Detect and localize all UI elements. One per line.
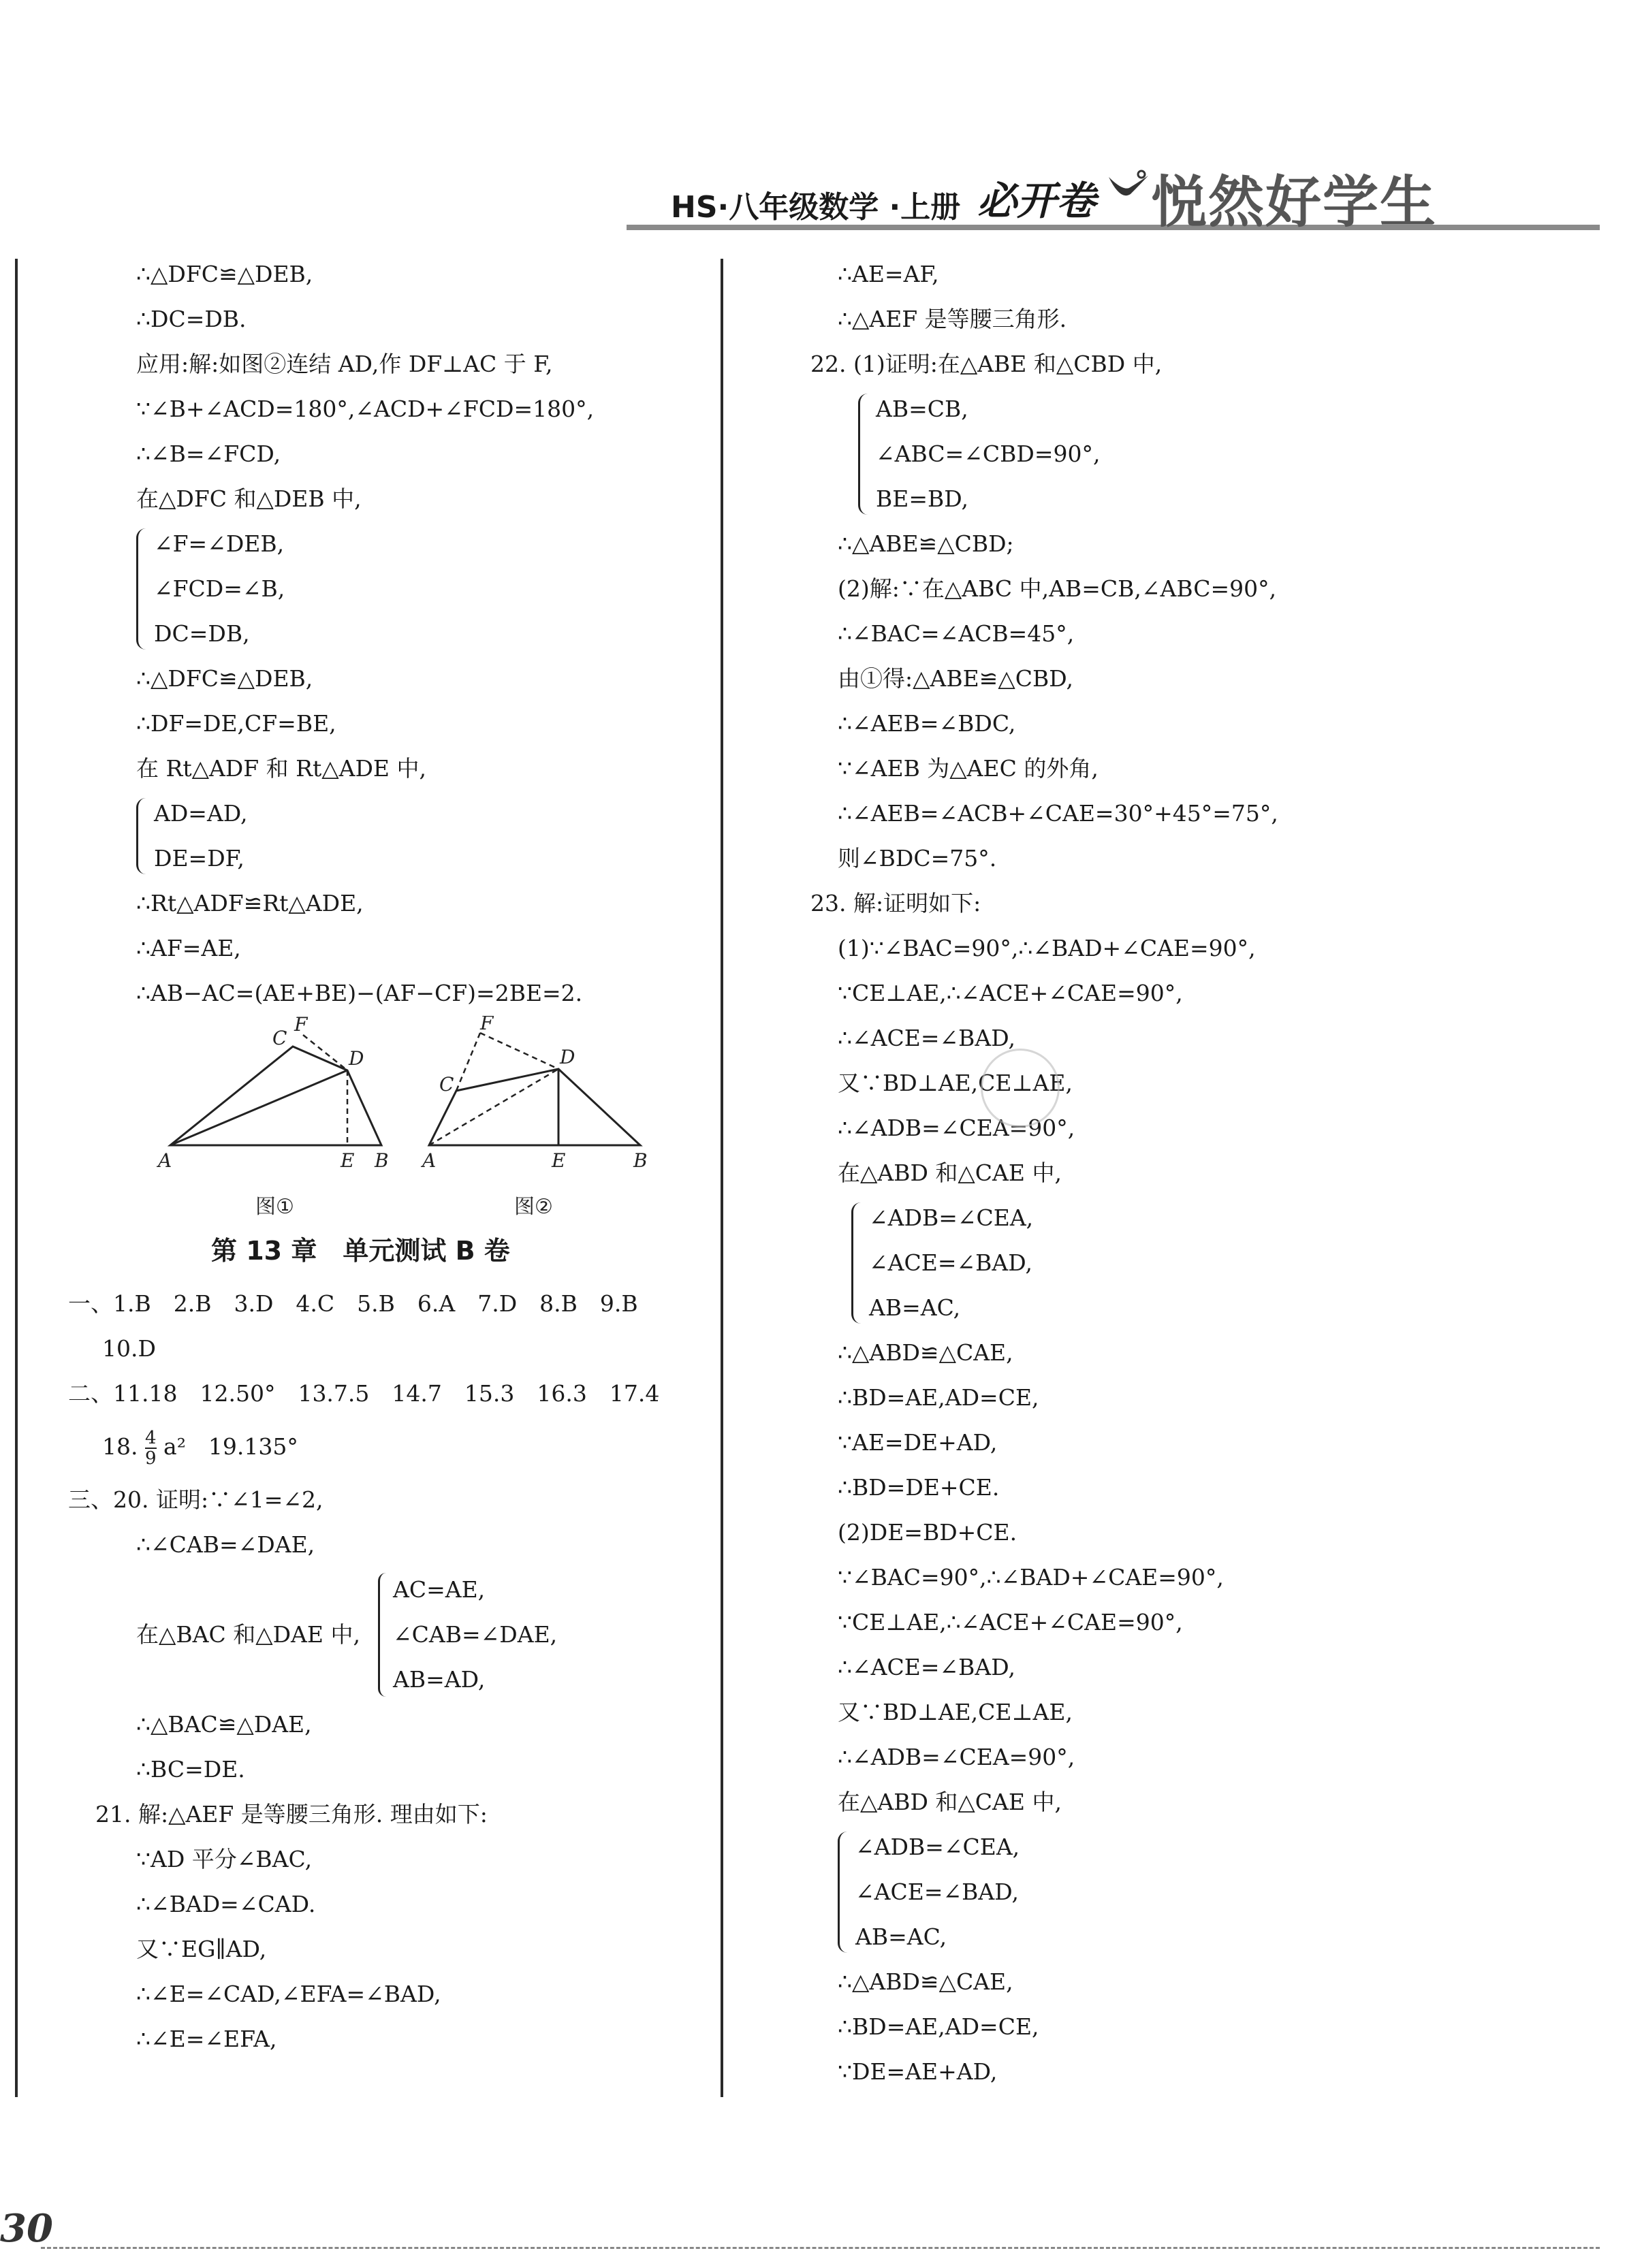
- text-line: ∴△DFC≌△DEB,: [136, 261, 313, 287]
- text-line: ∵∠BAC=90°,∴∠BAD+∠CAE=90°,: [838, 1564, 1224, 1591]
- figure-1: [156, 1016, 389, 1172]
- text-line: ∴BD=AE,AD=CE,: [838, 1384, 1039, 1411]
- header-brand: 悦然好学生: [1151, 170, 1438, 235]
- text-line: ∴∠BAD=∠CAD.: [136, 1891, 316, 1917]
- header-series: HS·八年级数学 ·上册: [671, 190, 961, 225]
- header-juan: 必开卷: [977, 178, 1096, 224]
- fig2-caption: 图②: [514, 1195, 553, 1219]
- section-title: 第 13 章 单元测试 B 卷: [211, 1236, 510, 1266]
- text-line: 三、20. 证明:∵∠1=∠2,: [68, 1486, 323, 1513]
- answer-suffix: a² 19.135°: [163, 1433, 298, 1460]
- brace-mark: [851, 1202, 866, 1324]
- text-line: 23. 解:证明如下:: [810, 890, 981, 916]
- text-line: ∴BD=DE+CE.: [838, 1474, 1000, 1501]
- brace-system: [838, 1825, 1594, 1960]
- text-line: ∴∠B=∠FCD,: [136, 441, 281, 467]
- brace-mark: [838, 1832, 852, 1953]
- fig2-label: F: [480, 1016, 494, 1034]
- answers-row: 二、11.18 12.50° 13.7.5 14.7 15.3 16.3 17.4: [68, 1380, 660, 1407]
- fig2-label: B: [633, 1149, 648, 1172]
- text-line: ∵∠AEB 为△AEC 的外角,: [838, 755, 1099, 782]
- figure-diagrams: [136, 1016, 708, 1220]
- column-divider: [721, 259, 723, 2097]
- text-line: ∵CE⊥AE,∴∠ACE+∠CAE=90°,: [838, 980, 1183, 1006]
- text-line: ∴∠E=∠EFA,: [136, 2026, 277, 2052]
- text-line: ∴BC=DE.: [136, 1756, 245, 1783]
- brace-line: ∠FCD=∠B,: [154, 575, 285, 602]
- fig2-label: A: [422, 1149, 437, 1172]
- fraction-denominator: 9: [144, 1448, 157, 1469]
- text-line: (2)解:∵在△ABC 中,AB=CB,∠ABC=90°,: [838, 575, 1277, 602]
- text-line: ∴△ABD≌△CAE,: [838, 1339, 1013, 1366]
- brace-line: DE=DF,: [154, 845, 244, 872]
- text-line: ∴△AEF 是等腰三角形.: [838, 306, 1067, 332]
- text-line: 又∵BD⊥AE,CE⊥AE,: [838, 1070, 1073, 1096]
- text-line: 又∵BD⊥AE,CE⊥AE,: [838, 1699, 1073, 1725]
- fig2-label: D: [560, 1046, 575, 1068]
- fig2-label: C: [439, 1073, 454, 1096]
- figures-row: [136, 1016, 708, 1220]
- text-line: ∵AD 平分∠BAC,: [136, 1846, 313, 1872]
- left-border: [15, 259, 18, 2097]
- brace-line: ∠CAB=∠DAE,: [393, 1621, 558, 1648]
- right-column: [810, 252, 1594, 2094]
- brace-system: [136, 522, 708, 656]
- text-line: ∴∠AEB=∠BDC,: [838, 710, 1016, 737]
- fraction: [145, 1428, 157, 1468]
- brace-line: ∠ACE=∠BAD,: [855, 1879, 1019, 1905]
- text-line: (2)DE=BD+CE.: [838, 1519, 1017, 1546]
- watermark-stamp: [981, 1049, 1060, 1128]
- text-line: 22. (1)证明:在△ABE 和△CBD 中,: [810, 351, 1163, 377]
- text-line: 在△ABD 和△CAE 中,: [838, 1789, 1062, 1815]
- text-line: 在△DFC 和△DEB 中,: [136, 485, 362, 512]
- footer-rule: [41, 2247, 1600, 2253]
- text-line: 应用:解:如图②连结 AD,作 DF⊥AC 于 F,: [136, 351, 553, 377]
- text-line: ∵∠B+∠ACD=180°,∠ACD+∠FCD=180°,: [136, 396, 595, 422]
- left-column: [68, 252, 708, 2062]
- brace-system: [136, 791, 708, 881]
- text-line: ∴△ABD≌△CAE,: [838, 1968, 1013, 1995]
- text-line: ∴AB−AC=(AE+BE)−(AF−CF)=2BE=2.: [136, 980, 583, 1006]
- text-line: ∴Rt△ADF≌Rt△ADE,: [136, 890, 364, 916]
- text-line: ∴∠ADB=∠CEA=90°,: [838, 1744, 1075, 1770]
- q20-brace-block: [136, 1567, 708, 1702]
- text-line: ∴DF=DE,CF=BE,: [136, 710, 336, 737]
- brace-line: AB=AD,: [393, 1666, 486, 1693]
- text-line: ∴∠AEB=∠ACB+∠CAE=30°+45°=75°,: [838, 800, 1278, 827]
- fig1-label: B: [375, 1149, 389, 1172]
- text-line: ∴△ABE≌△CBD;: [838, 530, 1014, 557]
- text-line: 21. 解:△AEF 是等腰三角形. 理由如下:: [95, 1801, 488, 1827]
- brace-mark: [136, 528, 151, 650]
- brace-line: ∠ADB=∠CEA,: [869, 1204, 1034, 1231]
- answer-prefix: 18.: [102, 1433, 138, 1460]
- text-line: 在 Rt△ADF 和 Rt△ADE 中,: [136, 755, 426, 782]
- brace-line: ∠ADB=∠CEA,: [855, 1834, 1020, 1860]
- brace-line: DC=DB,: [154, 620, 250, 647]
- brace-system: [378, 1567, 557, 1702]
- answers-row: 10.D: [102, 1335, 156, 1362]
- brace-line: ∠ABC=∠CBD=90°,: [876, 441, 1101, 467]
- brace-mark: [378, 1573, 391, 1697]
- figure-2: [420, 1016, 648, 1172]
- text-line: ∴∠CAB=∠DAE,: [136, 1531, 315, 1558]
- fig2-label: E: [552, 1149, 566, 1172]
- fig1-label: F: [294, 1016, 308, 1036]
- text-line: ∴AF=AE,: [136, 935, 241, 961]
- text-line: ∴△BAC≌△DAE,: [136, 1711, 312, 1738]
- text-line: ∵DE=AE+AD,: [838, 2058, 998, 2085]
- fraction-numerator: 4: [144, 1428, 157, 1448]
- brace-line: ∠ACE=∠BAD,: [869, 1249, 1032, 1276]
- fig1-label: C: [272, 1027, 287, 1049]
- brace-line: ∠F=∠DEB,: [154, 530, 285, 557]
- fig1-label: E: [341, 1149, 355, 1172]
- text-line: ∴∠ACE=∠BAD,: [838, 1654, 1015, 1680]
- text-line: ∴∠E=∠CAD,∠EFA=∠BAD,: [136, 1981, 441, 2007]
- text-line: 又∵EG∥AD,: [136, 1936, 267, 1962]
- brace-system: [851, 1196, 1594, 1330]
- page-number: 30: [0, 2206, 53, 2251]
- fig1-label: D: [349, 1047, 364, 1070]
- answers-row-fraction: [102, 1416, 708, 1478]
- brace-line: BE=BD,: [876, 485, 969, 512]
- text-line: ∴BD=AE,AD=CE,: [838, 2013, 1039, 2040]
- text-line: 则∠BDC=75°.: [838, 845, 997, 872]
- fig1-caption: 图①: [255, 1195, 294, 1219]
- text-line: ∴AE=AF,: [838, 261, 939, 287]
- brace-line: AC=AE,: [393, 1576, 486, 1603]
- text-line: (1)∵∠BAC=90°,∴∠BAD+∠CAE=90°,: [838, 935, 1256, 961]
- text-line: 在△ABD 和△CAE 中,: [838, 1160, 1062, 1186]
- fig1-label: A: [158, 1149, 172, 1172]
- brace-mark: [136, 798, 151, 874]
- brace-mark: [858, 394, 872, 515]
- brace-line: AD=AD,: [154, 800, 248, 827]
- bird-logo-icon: [1103, 163, 1151, 211]
- brace-system: [858, 387, 1594, 522]
- text-line: ∵CE⊥AE,∴∠ACE+∠CAE=90°,: [838, 1609, 1183, 1635]
- text-line: ∵AE=DE+AD,: [838, 1429, 998, 1456]
- answers-row: 一、1.B 2.B 3.D 4.C 5.B 6.A 7.D 8.B 9.B: [68, 1290, 638, 1317]
- brace-line: AB=CB,: [876, 396, 968, 422]
- text-line: 由①得:△ABE≌△CBD,: [838, 665, 1073, 692]
- text-line: ∴DC=DB.: [136, 306, 247, 332]
- text-line: ∴∠BAC=∠ACB=45°,: [838, 620, 1075, 647]
- text-line: 在△BAC 和△DAE 中,: [136, 1621, 360, 1648]
- text-line: ∴△DFC≌△DEB,: [136, 665, 313, 692]
- brace-line: AB=AC,: [855, 1923, 947, 1950]
- text-line: ∴∠ADB=∠CEA=90°,: [838, 1115, 1075, 1141]
- text-line: ∴∠ACE=∠BAD,: [838, 1025, 1015, 1051]
- brace-line: AB=AC,: [869, 1294, 961, 1321]
